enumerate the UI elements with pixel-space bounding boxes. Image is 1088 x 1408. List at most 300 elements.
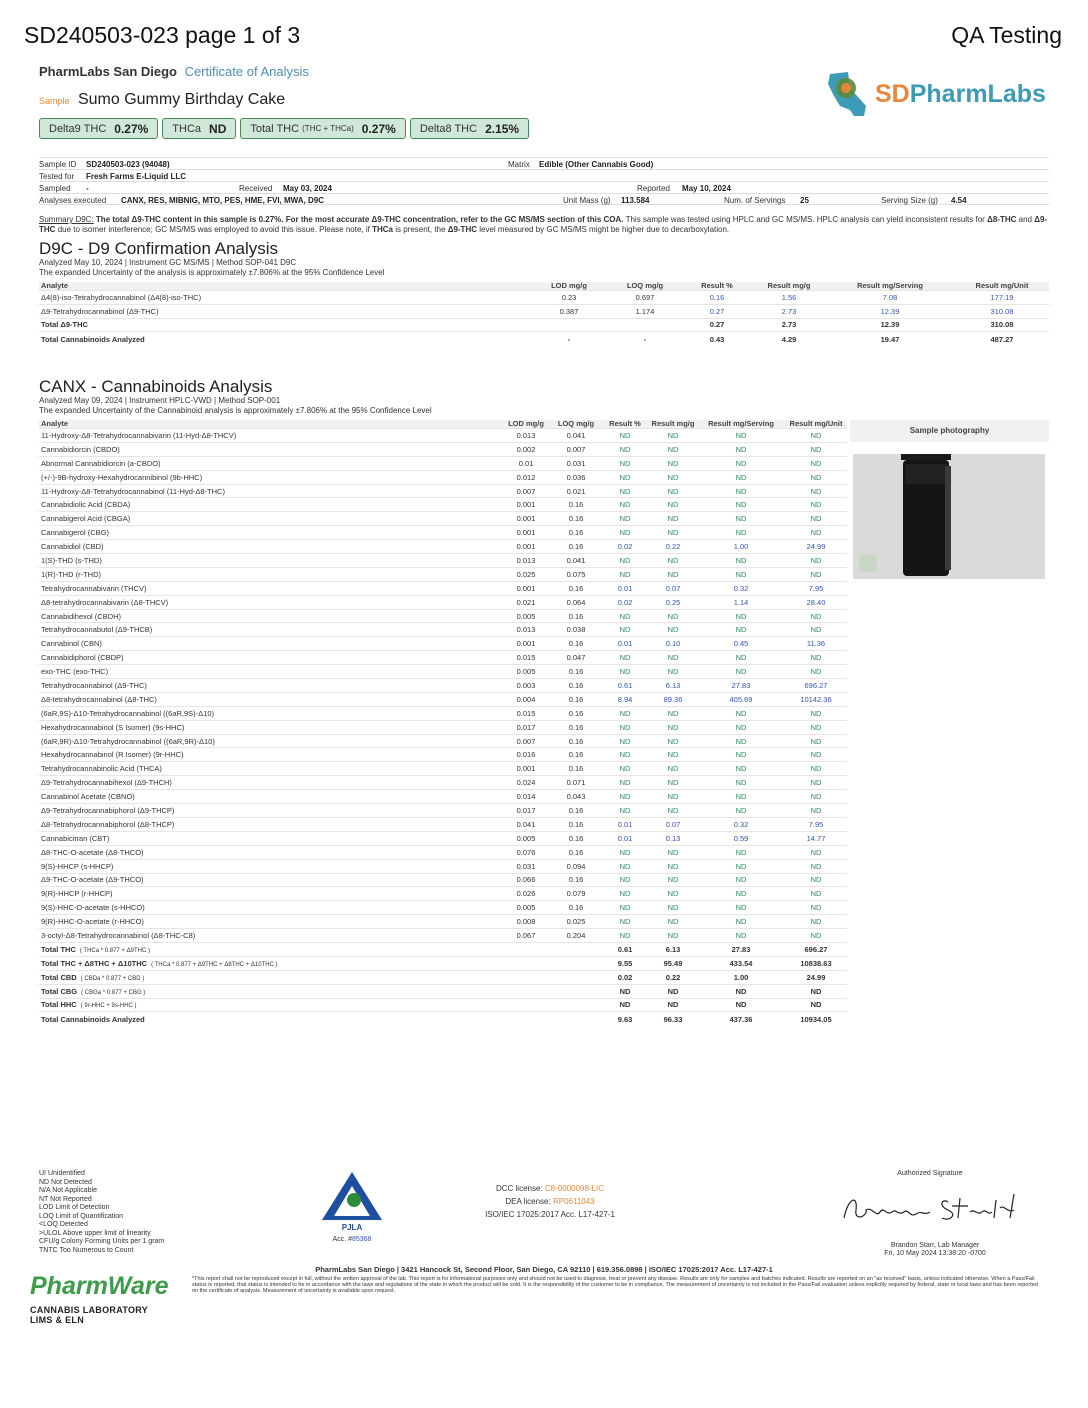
cell-value: ND xyxy=(697,748,785,762)
analyte-name: Cannabidiphorol (CBDP) xyxy=(39,651,501,665)
cell-value: 0.61 xyxy=(601,679,649,693)
analyte-name: Abnormal Cannabidiorcin (a-CBDO) xyxy=(39,456,501,470)
cell-value: 0.25 xyxy=(649,595,697,609)
analyte-name: (6aR,9R)-Δ10-Tetrahydrocannabinol ((6aR,9R)-Δ10) xyxy=(39,734,501,748)
cell-value: ND xyxy=(601,429,649,443)
total-value: 437.36 xyxy=(697,1012,785,1026)
badge-label: Delta8 THC xyxy=(419,122,478,135)
cell-value: 0.041 xyxy=(501,817,551,831)
total-value: ND xyxy=(785,998,847,1012)
cell-value: 0.014 xyxy=(501,790,551,804)
table-row xyxy=(39,456,847,470)
cell-value: 0.16 xyxy=(551,748,601,762)
cell-value: ND xyxy=(601,470,649,484)
pharmware-wordmark: PharmWare xyxy=(30,1272,169,1300)
cell-value: 0.008 xyxy=(501,915,551,929)
photo-label: Sample photography xyxy=(850,420,1049,442)
reported-label: Reported xyxy=(637,184,670,193)
table-row xyxy=(39,442,847,456)
cell-value: 0.021 xyxy=(551,484,601,498)
cell-value: 0.16 xyxy=(551,512,601,526)
analyte-name: 1(S)-THD (s-THD) xyxy=(39,554,501,568)
analyte-name: 9(R)-HHC-O-acetate (r-HHCO) xyxy=(39,915,501,929)
cell-value: ND xyxy=(601,512,649,526)
total-name xyxy=(39,956,501,970)
cell-value: ND xyxy=(785,720,847,734)
analyte-name: 1(R)-THD (r-THD) xyxy=(39,567,501,581)
analyte-name: Δ8-Tetrahydrocannabiphorol (Δ8-THCP) xyxy=(39,817,501,831)
cell-value: 0.075 xyxy=(551,567,601,581)
total-value: - xyxy=(609,332,681,346)
cell-value: 0.001 xyxy=(501,762,551,776)
cell-value: 7.95 xyxy=(785,581,847,595)
cell-value: ND xyxy=(649,554,697,568)
total-value xyxy=(501,970,551,984)
summary-bold: THCa xyxy=(372,225,393,234)
cell-value: ND xyxy=(649,887,697,901)
total-name xyxy=(39,942,501,956)
cell-value: ND xyxy=(785,748,847,762)
cell-value: ND xyxy=(697,665,785,679)
cell-value: 0.16 xyxy=(551,804,601,818)
cell-value: 89.36 xyxy=(649,692,697,706)
cell-value: 0.13 xyxy=(649,831,697,845)
cell-value: 0.01 xyxy=(601,581,649,595)
cell-value: ND xyxy=(601,790,649,804)
california-map-icon xyxy=(820,66,876,122)
total-name xyxy=(39,984,501,998)
analyte-name: Δ9-Tetrahydrocannabihexol (Δ9-THCH) xyxy=(39,776,501,790)
cell-value: ND xyxy=(697,567,785,581)
analyte-name: Δ8-THC-O-acetate (Δ8-THCO) xyxy=(39,845,501,859)
total-row xyxy=(39,956,847,970)
cell-value: 0.025 xyxy=(551,915,601,929)
column-header: Result mg/Unit xyxy=(975,281,1029,290)
signer xyxy=(860,1242,1010,1258)
analyte-name: Δ8-tetrahydrocannabinol (Δ8-THC) xyxy=(39,692,501,706)
cell-value: ND xyxy=(649,665,697,679)
table-row xyxy=(39,859,847,873)
cell-value: ND xyxy=(697,651,785,665)
table-row xyxy=(39,581,847,595)
cell-value: 0.031 xyxy=(501,859,551,873)
cell-value: 0.16 xyxy=(551,526,601,540)
cell-value: ND xyxy=(649,429,697,443)
legend-item: >ULOL Above upper limit of linearity xyxy=(39,1229,151,1237)
cell-value: ND xyxy=(785,665,847,679)
total-label: Total HHC xyxy=(41,1000,77,1010)
cell-value: ND xyxy=(601,720,649,734)
d9c-meta xyxy=(39,258,384,277)
cell-value: 0.017 xyxy=(501,804,551,818)
total-value: 310.08 xyxy=(955,318,1049,332)
column-header: Result mg/Serving xyxy=(708,419,774,428)
header-row xyxy=(39,282,1049,291)
total-value: 12.39 xyxy=(825,318,955,332)
cell-value: 0.16 xyxy=(551,873,601,887)
column-header: Result % xyxy=(701,281,733,290)
cell-value: 0.041 xyxy=(551,429,601,443)
pharmware-logo xyxy=(30,1272,170,1325)
cell-value: 0.16 xyxy=(551,692,601,706)
cell-value: ND xyxy=(785,915,847,929)
d9c-title: D9C - D9 Confirmation Analysis xyxy=(39,239,279,258)
total-value: 696.27 xyxy=(785,942,847,956)
cell-value: ND xyxy=(649,567,697,581)
cell-value: ND xyxy=(601,887,649,901)
table-row xyxy=(39,526,847,540)
cell-value: ND xyxy=(785,567,847,581)
total-name: Total Δ9-THC xyxy=(39,318,529,332)
legend-item: TNTC Too Numerous to Count xyxy=(39,1246,134,1254)
cell-value: ND xyxy=(697,776,785,790)
analyte-name: Cannabidiol (CBD) xyxy=(39,540,501,554)
cell-value: 0.16 xyxy=(551,706,601,720)
column-header: LOD mg/g xyxy=(508,419,544,428)
cell-value: 0.024 xyxy=(501,776,551,790)
sample-photo xyxy=(853,454,1045,579)
table-row xyxy=(39,776,847,790)
cell-value: 0.07 xyxy=(649,581,697,595)
total-value xyxy=(551,942,601,956)
sample-name: Sumo Gummy Birthday Cake xyxy=(77,91,286,108)
legend-item: CFU/g Colony Forming Units per 1 gram xyxy=(39,1238,165,1245)
cell-value: 0.002 xyxy=(501,442,551,456)
summary-d9c xyxy=(39,215,1049,235)
cell-value: 0.067 xyxy=(501,929,551,943)
analyte-name: Δ4(8)-iso-Tetrahydrocannabinol (Δ4(8)-iso-THC) xyxy=(39,291,529,305)
cell-value: ND xyxy=(649,512,697,526)
cell-value: 0.013 xyxy=(501,429,551,443)
signature-image xyxy=(838,1188,1028,1228)
pjla-label: PJLA xyxy=(341,1223,363,1232)
cell-value: ND xyxy=(649,915,697,929)
total-value: 9.55 xyxy=(601,956,649,970)
table-row xyxy=(39,762,847,776)
cell-value: 0.10 xyxy=(649,637,697,651)
total-value: 27.83 xyxy=(697,942,785,956)
total-value xyxy=(501,1012,551,1026)
cell-value: ND xyxy=(601,804,649,818)
table-row xyxy=(39,470,847,484)
cell-value: ND xyxy=(601,706,649,720)
cell-value: 0.16 xyxy=(551,498,601,512)
total-name xyxy=(39,1012,501,1026)
cell-value: 0.16 xyxy=(551,679,601,693)
cell-value: 0.16 xyxy=(551,817,601,831)
cell-value: 0.32 xyxy=(697,581,785,595)
summary-text: level measured by GC MS/MS might be higher due to decarboxylation. xyxy=(479,225,730,234)
cell-value: ND xyxy=(649,526,697,540)
sample-info xyxy=(39,157,1049,205)
serving-size: 4.54 xyxy=(951,196,967,205)
badge-label: Delta9 THC xyxy=(49,122,107,135)
cell-value: ND xyxy=(697,901,785,915)
pjla-acc xyxy=(320,1236,384,1243)
cell-value: ND xyxy=(601,901,649,915)
cell-value: ND xyxy=(785,651,847,665)
iso-line: ISO/IEC 17025:2017 Acc. L17-427-1 xyxy=(485,1210,615,1219)
received: May 03, 2024 xyxy=(283,184,332,193)
total-value xyxy=(501,956,551,970)
logo-sd: SD xyxy=(875,80,910,108)
cell-value: 0.012 xyxy=(501,470,551,484)
tested-for: Fresh Farms E-Liquid LLC xyxy=(86,172,187,181)
total-value: ND xyxy=(697,984,785,998)
analyte-name: (6aR,9S)-Δ10-Tetrahydrocannabinol ((6aR,9S)-Δ10) xyxy=(39,706,501,720)
total-name xyxy=(39,970,501,984)
column-header: LOQ mg/g xyxy=(626,281,664,290)
acc-number: 85368 xyxy=(351,1236,372,1243)
cell-value: 12.39 xyxy=(825,304,955,318)
cell-value: 0.32 xyxy=(697,817,785,831)
column-header: LOQ mg/g xyxy=(557,419,595,428)
cert-label: Certificate of Analysis xyxy=(184,64,309,79)
total-value: 6.13 xyxy=(649,942,697,956)
total-value xyxy=(501,984,551,998)
cell-value: 0.071 xyxy=(551,776,601,790)
cell-value: ND xyxy=(649,651,697,665)
column-header: Result mg/Unit xyxy=(789,419,843,428)
cell-value: 1.174 xyxy=(609,304,681,318)
cell-value: ND xyxy=(601,776,649,790)
total-value: 10838.63 xyxy=(785,956,847,970)
cell-value: ND xyxy=(697,790,785,804)
badge-thca xyxy=(162,118,236,139)
analyte-name: 9(R)-HHCP (r-HHCP) xyxy=(39,887,501,901)
cell-value: ND xyxy=(785,845,847,859)
cell-value: 0.001 xyxy=(501,637,551,651)
analyte-name: Cannabidiolic Acid (CBDA) xyxy=(39,498,501,512)
cell-value: 0.697 xyxy=(609,291,681,305)
table-row xyxy=(39,651,847,665)
cell-value: 0.013 xyxy=(501,623,551,637)
analyte-name: Cannabinol (CBN) xyxy=(39,637,501,651)
cell-value: ND xyxy=(601,915,649,929)
total-formula: ( THCa * 0.877 + Δ9THC + Δ8THC + Δ10THC ) xyxy=(151,961,278,968)
analyses-label: Analyses executed xyxy=(39,196,107,205)
cell-value: ND xyxy=(649,442,697,456)
abbrev-legend xyxy=(39,1170,164,1255)
analyte-name: Cannabidiorcin (CBDO) xyxy=(39,442,501,456)
cell-value: 24.99 xyxy=(785,540,847,554)
analyte-name: 11-Hydroxy-Δ8-Tetrahydrocannabivarin (11-Hyd-Δ8-THCV) xyxy=(39,429,501,443)
total-value: 0.43 xyxy=(681,332,753,346)
total-value: 487.27 xyxy=(955,332,1049,346)
table-row xyxy=(39,484,847,498)
dea-value: RP0611043 xyxy=(552,1197,595,1206)
table-row xyxy=(39,901,847,915)
dcc-label: DCC license: xyxy=(495,1184,543,1193)
cell-value: 0.064 xyxy=(551,595,601,609)
analyte-name: Cannabicitran (CBT) xyxy=(39,831,501,845)
analyses: CANX, RES, MIBNIG, MTO, PES, HME, FVI, MWA, D9C xyxy=(121,196,324,205)
cell-value: ND xyxy=(785,442,847,456)
legend-item: <LOQ Detected xyxy=(39,1221,88,1228)
total-value: 0.61 xyxy=(601,942,649,956)
cell-value: 0.021 xyxy=(501,595,551,609)
table-row xyxy=(39,679,847,693)
badge-total-thc xyxy=(240,118,405,139)
cell-value: ND xyxy=(649,609,697,623)
lab-address: PharmLabs San Diego | 3421 Hancock St, Second Floor, San Diego, CA 92110 | 619.356.0898 | ISO/IEC 17025:2017 Acc. L17-427-1 xyxy=(315,1265,773,1274)
summary-bold: Δ8-THC xyxy=(987,215,1017,224)
cell-value: ND xyxy=(785,901,847,915)
cell-value: ND xyxy=(697,845,785,859)
total-formula: ( CBGa * 0.877 + CBG ) xyxy=(81,989,146,996)
cell-value: 14.77 xyxy=(785,831,847,845)
cell-value: 0.16 xyxy=(551,581,601,595)
cell-value: ND xyxy=(649,873,697,887)
cell-value: ND xyxy=(785,873,847,887)
matrix-label: Matrix xyxy=(508,160,530,169)
table-row xyxy=(39,831,847,845)
table-row xyxy=(39,665,847,679)
cell-value: ND xyxy=(601,609,649,623)
cell-value: 0.005 xyxy=(501,831,551,845)
cell-value: ND xyxy=(601,456,649,470)
cell-value: ND xyxy=(649,929,697,943)
cell-value: ND xyxy=(649,845,697,859)
cell-value: 0.043 xyxy=(551,790,601,804)
cell-value: ND xyxy=(697,859,785,873)
table-row xyxy=(39,804,847,818)
cell-value: ND xyxy=(697,470,785,484)
legend-item: UI Unidentified xyxy=(39,1170,85,1177)
badge-value: 0.27% xyxy=(114,121,149,136)
cell-value: ND xyxy=(697,512,785,526)
cell-value: ND xyxy=(601,554,649,568)
summary-text: due to isomer interference; GC MS/MS was employed to avoid this issue. Please note, if xyxy=(57,225,370,234)
servings-label: Num. of Servings xyxy=(724,196,786,205)
cell-value: ND xyxy=(601,845,649,859)
disclaimer: *This report shall not be reproduced except in full, without the written approval of the lab. This report is for informational purposes only and should not be used to diagnose, treat or prevent any disease. Results are only for samples and batches indicated. Results are reported on an "as received" basis, unless indicated otherwise. When a Pass/Fail status is reported, that status is intended to be in accordance with the laws and regulations of the state in which the product will be sold. It is the responsibility of the customer to be in compliance. The measurement of uncertainty is not included in the Pass/Fail evaluation unless explicitly required by federal, state or local laws and has been reported on the certificate of analysis. Measurement of uncertainty is available upon request. xyxy=(192,1276,1038,1294)
cell-value: 0.01 xyxy=(601,831,649,845)
canx-table xyxy=(39,420,847,1026)
cell-value: 0.038 xyxy=(551,623,601,637)
table-row xyxy=(39,748,847,762)
column-header: Result mg/g xyxy=(651,419,695,428)
cell-value: 27.83 xyxy=(697,679,785,693)
cell-value: ND xyxy=(697,442,785,456)
sample-id-label: Sample ID xyxy=(39,160,77,169)
summary-text: This sample was tested using HPLC and GC MS/MS. HPLC analysis can yield inconsistent results for xyxy=(625,215,985,224)
total-row xyxy=(39,970,847,984)
cell-value: ND xyxy=(601,498,649,512)
table-row xyxy=(39,623,847,637)
total-value: 95.49 xyxy=(649,956,697,970)
table-row xyxy=(39,637,847,651)
total-row xyxy=(39,318,1049,332)
total-value: 96.33 xyxy=(649,1012,697,1026)
cell-value: 0.005 xyxy=(501,665,551,679)
table-row xyxy=(39,720,847,734)
badge-value: 2.15% xyxy=(485,121,520,136)
total-label: Total THC + Δ8THC + Δ10THC xyxy=(41,958,148,968)
cell-value: 0.017 xyxy=(501,720,551,734)
total-value: 19.47 xyxy=(825,332,955,346)
analyte-name: 11-Hydroxy-Δ8-Tetrahydrocannabinol (11-Hyd-Δ8-THC) xyxy=(39,484,501,498)
cell-value: ND xyxy=(649,762,697,776)
cell-value: 0.003 xyxy=(501,679,551,693)
badge-value: ND xyxy=(209,121,227,136)
cell-value: ND xyxy=(649,706,697,720)
column-header: LOD mg/g xyxy=(551,281,587,290)
cell-value: 0.047 xyxy=(551,651,601,665)
analyte-name: Hexahydrocannabinol (S Isomer) (9s-HHC) xyxy=(39,720,501,734)
d9c-table xyxy=(39,282,1049,346)
total-row xyxy=(39,942,847,956)
total-row xyxy=(39,984,847,998)
cell-value: ND xyxy=(601,651,649,665)
table-row xyxy=(39,304,1049,318)
lab-line xyxy=(39,64,309,79)
total-value xyxy=(609,318,681,332)
analyte-name: (+/-)-9B-hydroxy-Hexahydrocannibinol (9b-HHC) xyxy=(39,470,501,484)
total-value: - xyxy=(529,332,609,346)
cell-value: ND xyxy=(649,623,697,637)
table-row xyxy=(39,790,847,804)
sample-label: Sample xyxy=(39,96,70,106)
cell-value: 0.001 xyxy=(501,526,551,540)
cell-value: ND xyxy=(601,734,649,748)
cell-value: 310.08 xyxy=(955,304,1049,318)
cell-value: 0.013 xyxy=(501,554,551,568)
license-block xyxy=(470,1182,630,1221)
cell-value: 0.02 xyxy=(601,540,649,554)
cell-value: 1.56 xyxy=(753,291,825,305)
analyte-name: Tetrahydrocannabutol (Δ9-THCB) xyxy=(39,623,501,637)
total-value: 0.02 xyxy=(601,970,649,984)
cell-value: ND xyxy=(601,484,649,498)
sampled-label: Sampled xyxy=(39,184,71,193)
total-label: Total THC xyxy=(41,944,76,954)
column-header: Result mg/g xyxy=(767,281,811,290)
cell-value: 0.007 xyxy=(501,734,551,748)
received-label: Received xyxy=(239,184,273,193)
total-value: 9.63 xyxy=(601,1012,649,1026)
cell-value: 0.16 xyxy=(551,540,601,554)
cell-value: 0.004 xyxy=(501,692,551,706)
signer-name: Brandon Starr, Lab Manager xyxy=(890,1242,980,1249)
badge-delta8 xyxy=(410,118,529,139)
analyte-name: Cannabigerol Acid (CBGA) xyxy=(39,512,501,526)
total-value: 0.22 xyxy=(649,970,697,984)
cell-value: ND xyxy=(697,623,785,637)
cell-value: ND xyxy=(601,859,649,873)
table-row xyxy=(39,887,847,901)
cell-value: ND xyxy=(649,720,697,734)
cell-value: 405.69 xyxy=(697,692,785,706)
table-row xyxy=(39,734,847,748)
column-header: Result mg/Serving xyxy=(857,281,923,290)
total-value xyxy=(551,956,601,970)
cell-value: ND xyxy=(601,442,649,456)
cell-value: 0.16 xyxy=(551,734,601,748)
analyte-name: Cannabinol Acetate (CBNO) xyxy=(39,790,501,804)
cell-value: ND xyxy=(649,804,697,818)
d9c-analyzed: Analyzed May 10, 2024 | Instrument GC MS/MS | Method SOP-041 D9C xyxy=(39,258,297,267)
doc-id: SD240503-023 page 1 of 3 xyxy=(24,22,301,48)
total-row xyxy=(39,998,847,1012)
cell-value: ND xyxy=(601,665,649,679)
cell-value: ND xyxy=(697,873,785,887)
table-row xyxy=(39,609,847,623)
cell-value: ND xyxy=(785,609,847,623)
qa-testing-label: QA Testing xyxy=(951,22,1062,48)
cell-value: ND xyxy=(697,456,785,470)
cell-value: 2.73 xyxy=(753,304,825,318)
